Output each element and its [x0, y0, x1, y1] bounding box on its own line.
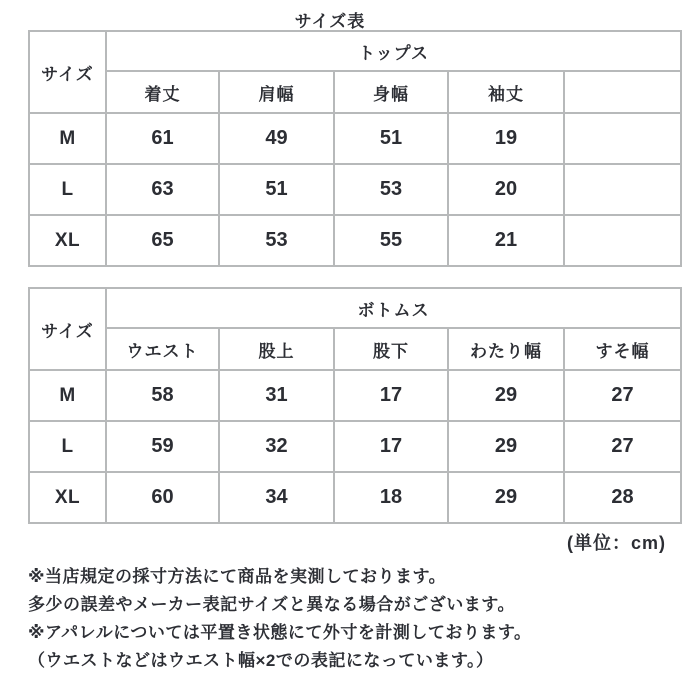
- data-cell: 59: [106, 421, 219, 472]
- tops-col-body-width: 身幅: [334, 71, 448, 113]
- data-cell: 51: [334, 113, 448, 164]
- data-cell: 60: [106, 472, 219, 523]
- data-cell: 55: [334, 215, 448, 266]
- data-cell: 28: [564, 472, 681, 523]
- tops-category-header: トップス: [106, 31, 681, 71]
- tops-size-column-header: サイズ: [29, 31, 106, 113]
- data-cell: 17: [334, 421, 448, 472]
- table-row: [29, 370, 681, 421]
- data-cell: 51: [219, 164, 334, 215]
- data-cell: 65: [106, 215, 219, 266]
- data-cell: 53: [219, 215, 334, 266]
- bottoms-col-inseam: 股下: [334, 328, 448, 370]
- bottoms-measure-header-row: [29, 328, 681, 370]
- note-line: 多少の誤差やメーカー表記サイズと異なる場合がございます。: [28, 595, 515, 614]
- data-cell-empty: [564, 164, 681, 215]
- bottoms-col-hem: すそ幅: [564, 328, 681, 370]
- table-row: [29, 472, 681, 523]
- data-cell: 29: [448, 421, 564, 472]
- bottoms-category-row: [29, 288, 681, 328]
- size-label: XL: [29, 215, 106, 266]
- size-label: M: [29, 370, 106, 421]
- data-cell: 49: [219, 113, 334, 164]
- data-cell-empty: [564, 215, 681, 266]
- data-cell: 58: [106, 370, 219, 421]
- data-cell: 18: [334, 472, 448, 523]
- data-cell: 17: [334, 370, 448, 421]
- tops-col-shoulder: 肩幅: [219, 71, 334, 113]
- table-row: [29, 421, 681, 472]
- data-cell: 29: [448, 472, 564, 523]
- tops-category-row: [29, 31, 681, 71]
- bottoms-col-rise: 股上: [219, 328, 334, 370]
- bottoms-col-waist: ウエスト: [106, 328, 219, 370]
- tops-measure-header-row: [29, 71, 681, 113]
- size-label: L: [29, 164, 106, 215]
- data-cell: 21: [448, 215, 564, 266]
- page-title: サイズ表: [294, 12, 366, 31]
- data-cell: 61: [106, 113, 219, 164]
- tops-col-sleeve: 袖丈: [448, 71, 564, 113]
- table-row: [29, 164, 681, 215]
- tops-col-empty: [564, 71, 681, 113]
- data-cell: 31: [219, 370, 334, 421]
- size-label: M: [29, 113, 106, 164]
- data-cell: 27: [564, 421, 681, 472]
- data-cell: 19: [448, 113, 564, 164]
- data-cell: 63: [106, 164, 219, 215]
- bottoms-size-table: [28, 287, 682, 524]
- table-row: [29, 215, 681, 266]
- data-cell: 27: [564, 370, 681, 421]
- data-cell-empty: [564, 113, 681, 164]
- unit-note: (単位：cm): [566, 533, 666, 553]
- note-line: ※アパレルについては平置き状態にて外寸を計測しております。: [28, 623, 532, 642]
- tops-col-length: 着丈: [106, 71, 219, 113]
- data-cell: 34: [219, 472, 334, 523]
- note-line: （ウエストなどはウエスト幅×2での表記になっています。）: [28, 651, 494, 670]
- data-cell: 29: [448, 370, 564, 421]
- bottoms-col-thigh: わたり幅: [448, 328, 564, 370]
- table-row: [29, 113, 681, 164]
- bottoms-size-column-header: サイズ: [29, 288, 106, 370]
- measurement-notes: [28, 563, 700, 675]
- data-cell: 32: [219, 421, 334, 472]
- tops-size-table: [28, 30, 682, 267]
- size-label: XL: [29, 472, 106, 523]
- note-line: ※当店規定の採寸方法にて商品を実測しております。: [28, 567, 447, 586]
- data-cell: 20: [448, 164, 564, 215]
- bottoms-category-header: ボトムス: [106, 288, 681, 328]
- data-cell: 53: [334, 164, 448, 215]
- size-label: L: [29, 421, 106, 472]
